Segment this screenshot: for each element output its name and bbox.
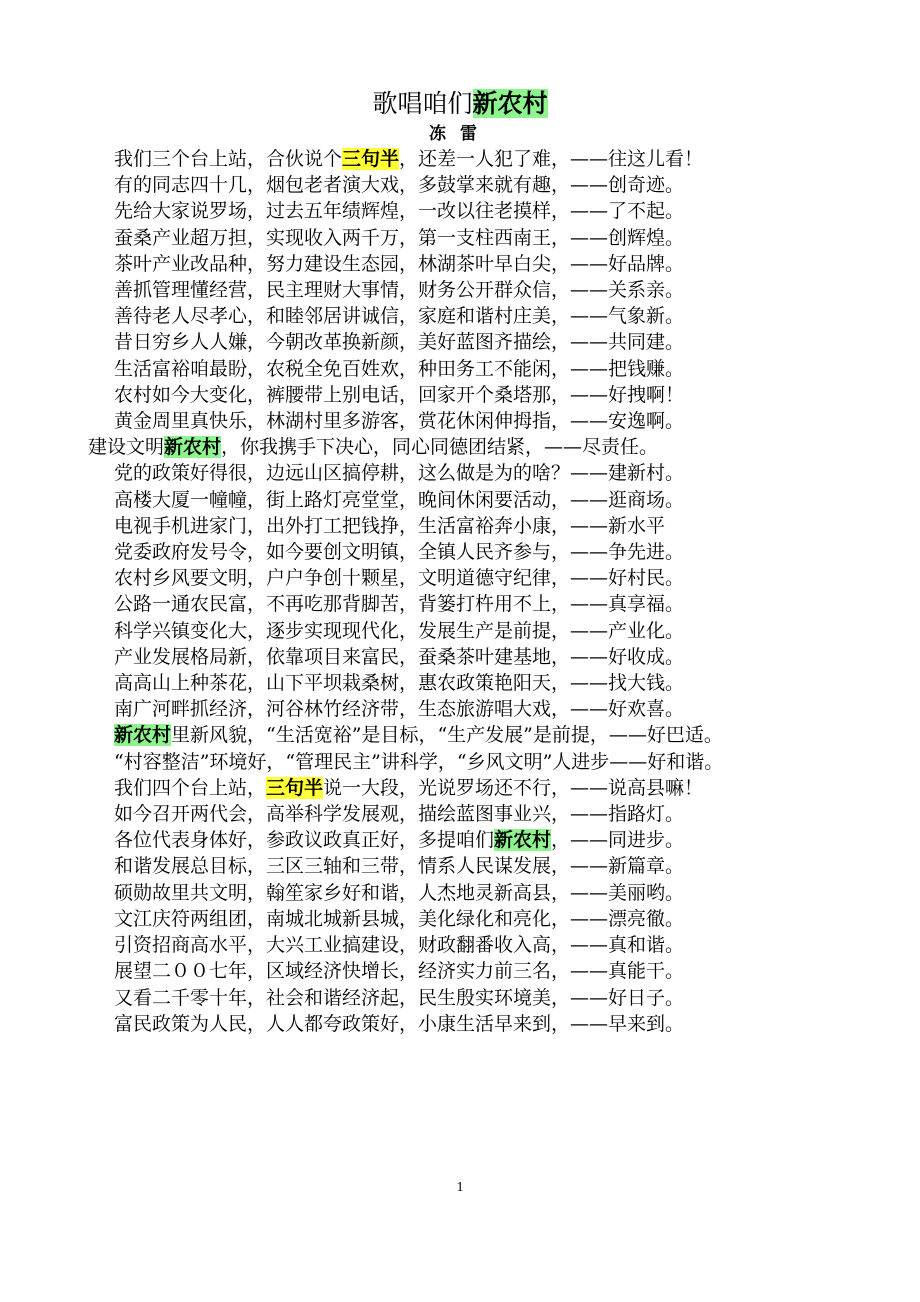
page-number: 1 — [456, 1180, 464, 1195]
poem-line — [88, 460, 836, 486]
poem-line-text: 和谐发展总目标，三区三轴和三带，情系人民谋发展，——新篇章。 — [114, 855, 685, 878]
poem-line — [88, 932, 836, 958]
poem-line-text: 农村如今大变化，裤腰带上别电话，回家开个桑塔那，——好拽啊！ — [114, 383, 685, 406]
poem-line-text: 硕勋故里共文明，翰笙家乡好和谐，人杰地灵新高县，——美丽哟。 — [114, 881, 685, 904]
poem-line-text: 文江庆符两组团，南城北城新县城，美化绿化和亮化，——漂亮徹。 — [114, 907, 685, 930]
highlighted-keyword: 新农村 — [114, 724, 172, 747]
poem-line — [88, 853, 836, 879]
poem-line-text: ，你我携手下决心，同心同德团结紧，——尽责任。 — [221, 436, 659, 459]
poem-line — [88, 749, 836, 775]
poem-line-text: 如今召开两代会，高举科学发展观，描绘蓝图事业兴，——指路灯。 — [114, 803, 685, 826]
poem-line — [88, 906, 836, 932]
poem-line — [88, 591, 836, 617]
poem-line — [88, 1011, 836, 1037]
poem-line-text: 里新风貌，“生活宽裕”是目标，“生产发展”是前提，——好巴适。 — [171, 724, 723, 747]
poem-line-text: 建设文明 — [88, 436, 165, 459]
highlighted-keyword: 三句半 — [266, 776, 324, 799]
poem-line — [88, 198, 836, 224]
title-highlight: 新农村 — [472, 89, 548, 118]
poem-line-text: 又看二千零十年，社会和谐经济起，民生殷实环境美，——好日子。 — [114, 986, 685, 1009]
poem-line — [88, 539, 836, 565]
poem-line-text: 黄金周里真快乐，林湖村里多游客，赏花休闲伸拇指，——安逸啊。 — [114, 410, 685, 433]
poem-line-text: 高高山上种茶花，山下平坝栽桑树，惠农政策艳阳天，——找大钱。 — [114, 672, 685, 695]
poem-line — [88, 277, 836, 303]
poem-line — [88, 880, 836, 906]
poem-line — [88, 172, 836, 198]
highlighted-keyword: 三句半 — [342, 148, 400, 170]
poem-line-text: 电视手机进家门，出外打工把钱挣，生活富裕奔小康，——新水平 — [114, 514, 666, 537]
poem-line-text: 各位代表身体好，参政议政真正好，多提咱们 — [114, 829, 495, 852]
poem-line-text: 我们四个台上站， — [114, 776, 267, 799]
poem-line-text: 蚕桑产业超万担，实现收入两千万，第一支柱西南王，——创辉煌。 — [114, 226, 685, 249]
poem-line-text: 公路一通农民富，不再吃那背脚苦，背篓打杵用不上，——真享福。 — [114, 593, 685, 616]
poem-line-text: 善抓管理懂经营，民主理财大事情，财务公开群众信，——关系亲。 — [114, 279, 685, 302]
poem-line-text: 南广河畔抓经济，河谷林竹经济带，生态旅游唱大戏，——好欢喜。 — [114, 698, 685, 721]
poem-line — [88, 434, 836, 460]
poem-line — [88, 513, 836, 539]
poem-line — [88, 251, 836, 277]
title-prefix: 歌唱咱们 — [372, 89, 473, 118]
poem-line-text: 先给大家说罗场，过去五年绩辉煌，一改以往老摸样，——了不起。 — [114, 200, 685, 223]
poem-line-text: 生活富裕咱最盼，农税全免百姓欢，种田务工不能闲，——把钱赚。 — [114, 357, 685, 380]
poem-line — [88, 827, 836, 853]
poem-line — [88, 329, 836, 355]
poem-line-text: ，——同进步。 — [551, 829, 685, 852]
poem-line — [88, 958, 836, 984]
poem-line-text: 昔日穷乡人人嫌，今朝改革换新颜，美好蓝图齐描绘，——共同建。 — [114, 331, 685, 354]
poem-line-text: 茶叶产业改品种，努力建设生态园，林湖茶叶早白尖，——好品牌。 — [114, 252, 685, 275]
poem-line-text: 展望二００七年，区域经济快增长，经济实力前三名，——真能干。 — [114, 960, 685, 983]
poem-line-text: “村容整洁”环境好，“管理民主”讲科学，“乡风文明”人进步——好和谐。 — [114, 750, 724, 773]
author-name: 冻雷 — [429, 124, 491, 144]
poem-line — [88, 303, 836, 329]
poem-line-text: 党委政府发号令，如今要创文明镇，全镇人民齐参与，——争先进。 — [114, 541, 685, 564]
poem-line-text: 善待老人尽孝心，和睦邻居讲诚信，家庭和谐村庄美，——气象新。 — [114, 305, 685, 328]
poem-line — [88, 985, 836, 1011]
poem-line-text: 富民政策为人民，人人都夸政策好，小康生活早来到，——早来到。 — [114, 1012, 685, 1035]
poem-line — [88, 408, 836, 434]
poem-line-text: 科学兴镇变化大，逐步实现现代化，发展生产是前提，——产业化。 — [114, 619, 685, 642]
poem-line-text: 党的政策好得很，边远山区搞停耕，这么做是为的啥？——建新村。 — [114, 462, 685, 485]
poem-line-text: 高楼大厦一幢幢，街上路灯亮堂堂，晚间休闲要活动，——逛商场。 — [114, 488, 685, 511]
poem-line — [88, 696, 836, 722]
poem-line — [88, 382, 836, 408]
poem-line-text: ，还差一人犯了难，——往这儿看！ — [399, 148, 704, 170]
poem-line — [88, 670, 836, 696]
poem-line — [88, 722, 836, 748]
page-title — [0, 88, 920, 120]
poem-body — [88, 146, 836, 1037]
poem-line — [88, 618, 836, 644]
poem-line — [88, 775, 836, 801]
poem-line-text: 引资招商高水平，大兴工业搞建设，财政翻番收入高，——真和谐。 — [114, 934, 685, 957]
poem-line-text: 我们三个台上站，合伙说个 — [114, 148, 343, 170]
poem-line — [88, 487, 836, 513]
poem-line-text: 说一大段，光说罗场还不行，——说高县嘛！ — [323, 776, 704, 799]
poem-line — [88, 801, 836, 827]
poem-line — [88, 225, 836, 251]
highlighted-keyword: 新农村 — [494, 829, 552, 852]
poem-line — [88, 644, 836, 670]
poem-line-text: 有的同志四十几，烟包老者演大戏，多鼓掌来就有趣，——创奇迹。 — [114, 174, 685, 197]
highlighted-keyword: 新农村 — [164, 436, 222, 459]
poem-line — [88, 356, 836, 382]
poem-line-text: 产业发展格局新，依靠项目来富民，蚕桑茶叶建基地，——好收成。 — [114, 645, 685, 668]
poem-line — [88, 565, 836, 591]
poem-line — [88, 146, 836, 172]
poem-line-text: 农村乡风要文明，户户争创十颗星，文明道德守纪律，——好村民。 — [114, 567, 685, 590]
